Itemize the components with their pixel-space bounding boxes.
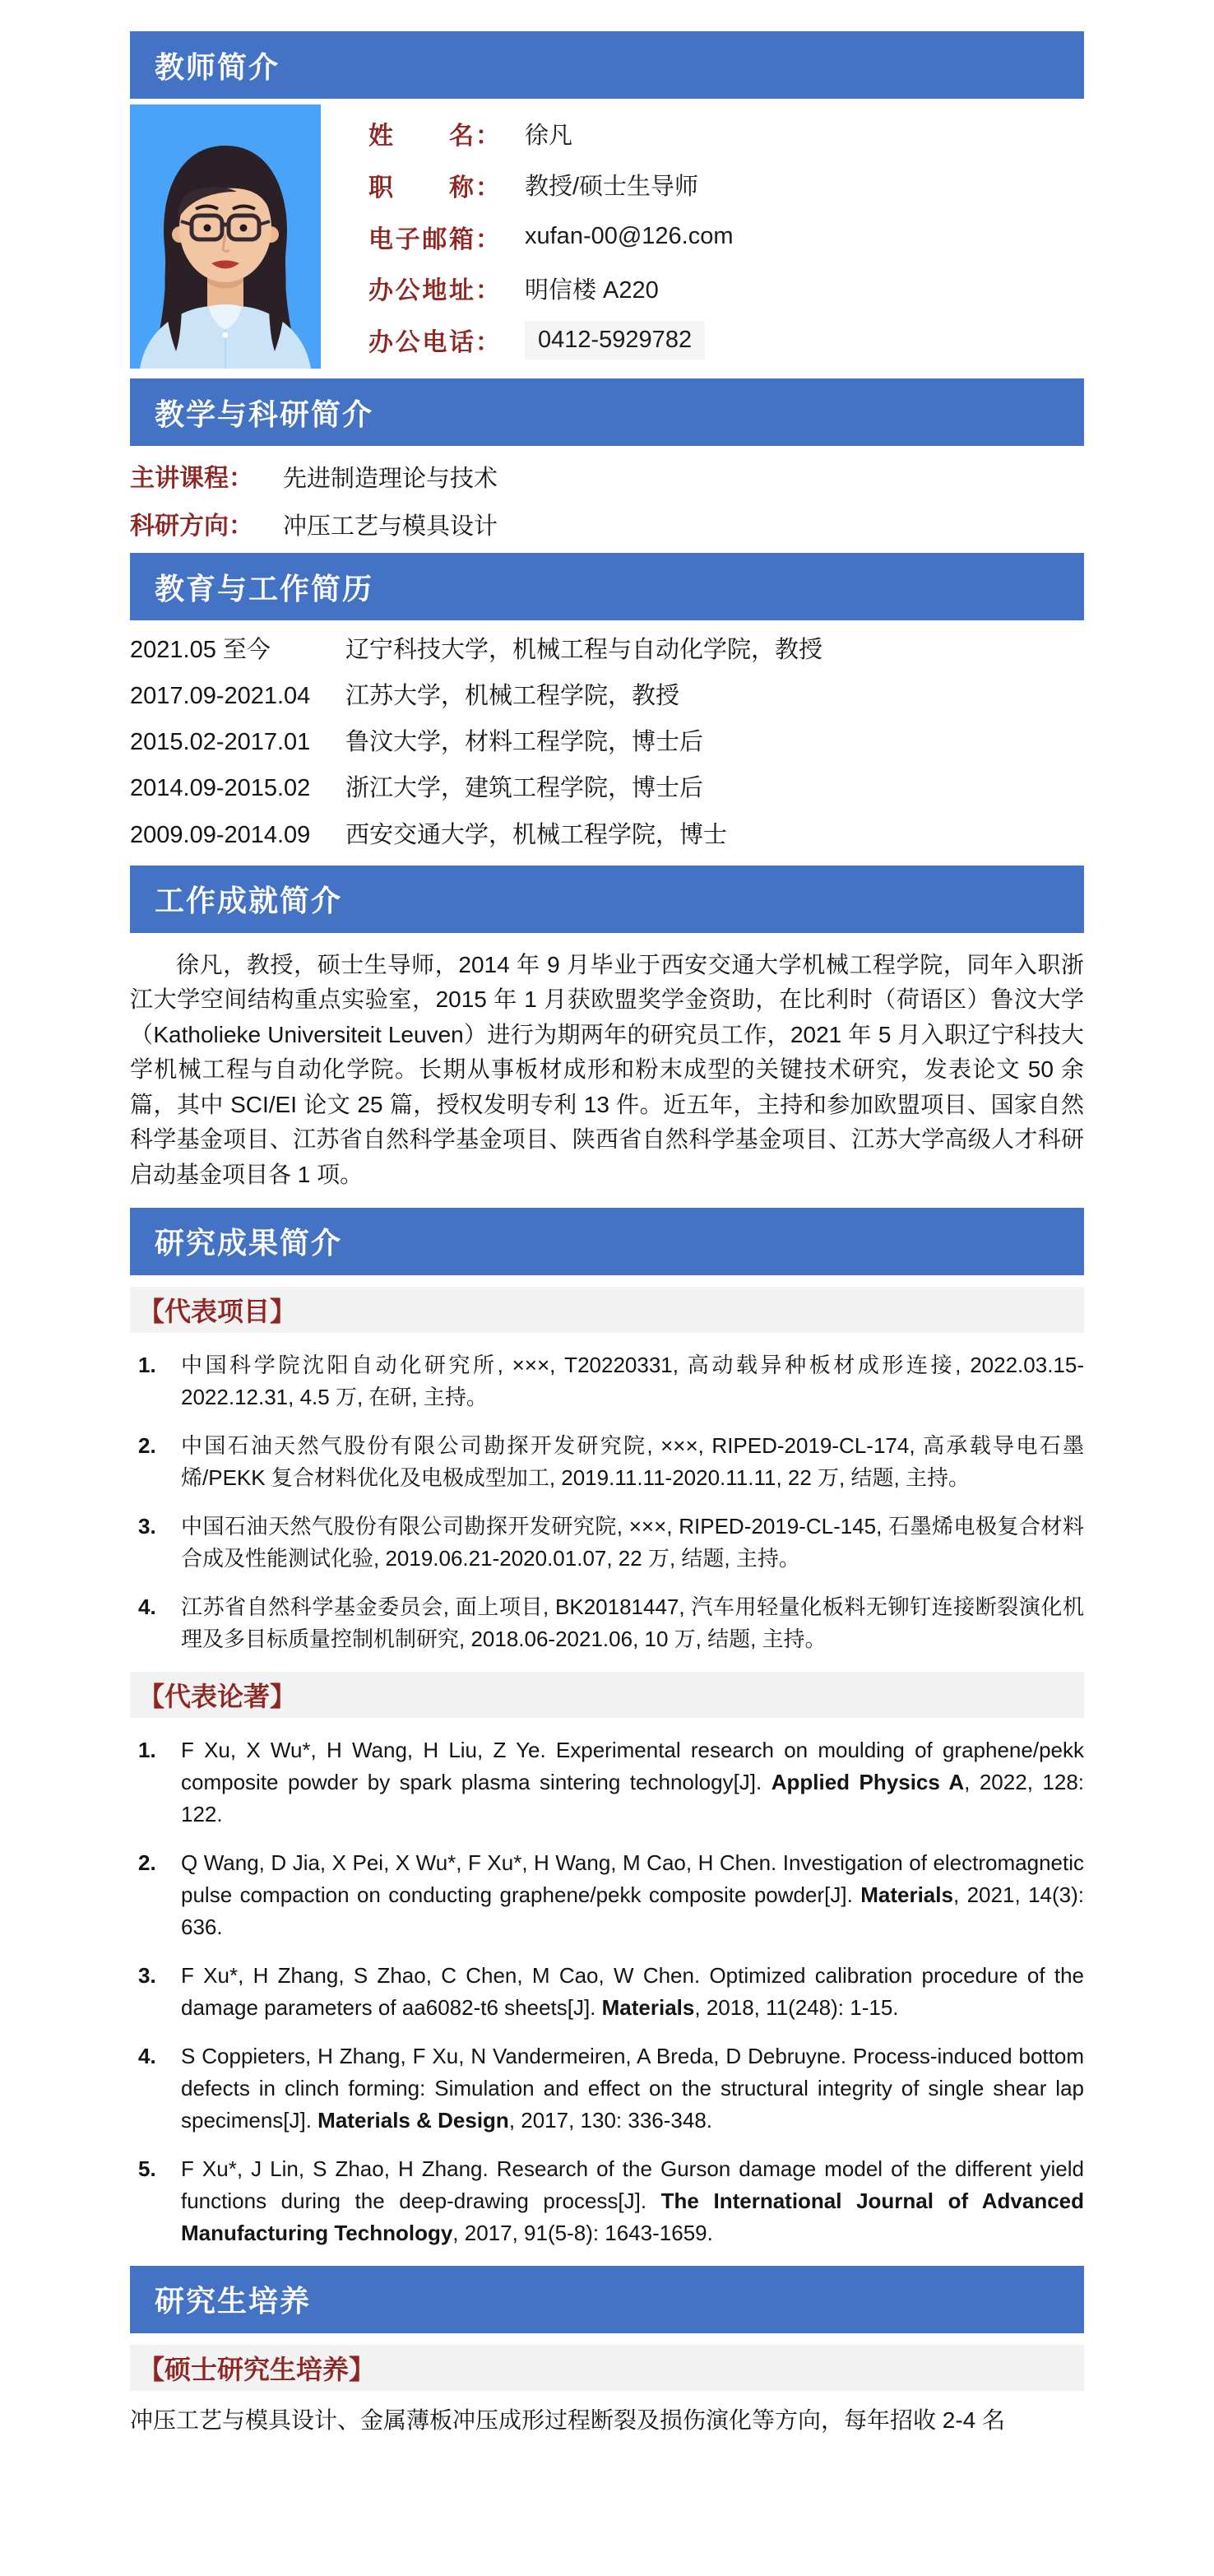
profile-field-phone bbox=[368, 316, 1084, 364]
timeline-detail: 鲁汶大学，材料工程学院，博士后 bbox=[345, 729, 704, 756]
project-text: 江苏省自然科学基金委员会, 面上项目, BK20181447, 汽车用轻量化板料无铆钉连接断裂演化机理及多目标质量控制机制研究, 2018.06-2021.06, 10 万, 结题, 主持。 bbox=[181, 1594, 1084, 1651]
profile-photo bbox=[130, 104, 321, 369]
publication-text: F Xu*, J Lin, S Zhao, H Zhang. Research of the Gurson damage model of the different yield functions during the deep-drawing process[J]. bbox=[181, 2156, 1084, 2213]
field-value-email: xufan-00@126.com bbox=[525, 223, 734, 249]
section-header-teaching-research: 教学与科研简介 bbox=[130, 378, 1084, 446]
research-direction-value: 冲压工艺与模具设计 bbox=[283, 513, 498, 540]
field-value-office: 明信楼 A220 bbox=[525, 276, 659, 304]
field-colon: ： bbox=[475, 329, 500, 356]
timeline-detail: 浙江大学，建筑工程学院，博士后 bbox=[345, 775, 704, 802]
timeline-row bbox=[130, 680, 1084, 712]
project-item bbox=[130, 1430, 1084, 1494]
profile-field-name bbox=[368, 109, 1084, 157]
publication-tail: , 2021, 14(3): 636. bbox=[181, 1882, 1085, 1939]
timeline-row bbox=[130, 726, 1084, 759]
publications-list bbox=[130, 1734, 1084, 2249]
timeline-period: 2021.05 至今 bbox=[130, 637, 271, 663]
field-value-phone: 0412-5929782 bbox=[525, 321, 705, 360]
research-direction-row bbox=[130, 505, 1084, 541]
publication-text: F Xu*, H Zhang, S Zhao, C Chen, M Cao, W Chen. Optimized calibration procedure of the damage parameters of aa6082-t6 sheets[J]. bbox=[181, 1962, 1084, 2020]
field-label-office: 办公地址 bbox=[368, 277, 474, 305]
project-number: 3. bbox=[138, 1513, 156, 1539]
subsection-header-master-training: 【硕士研究生培养】 bbox=[130, 2345, 1084, 2391]
project-text: 中国石油天然气股份有限公司勘探开发研究院, ×××, RIPED-2019-CL-145, 石墨烯电极复合材料合成及性能测试化验, 2019.06.21-2020.01.07, 22 万, 结题, 主持。 bbox=[181, 1513, 1084, 1571]
field-label-email: 电子邮箱 bbox=[368, 225, 474, 253]
portrait-illustration bbox=[130, 104, 321, 369]
timeline-detail: 西安交通大学，机械工程学院，博士 bbox=[345, 821, 728, 848]
profile-field-office bbox=[368, 264, 1084, 312]
timeline-period: 2014.09-2015.02 bbox=[130, 775, 311, 802]
publication-number: 5. bbox=[138, 2156, 156, 2181]
career-timeline bbox=[130, 634, 1084, 852]
publication-tail: , 2017, 91(5-8): 1643-1659. bbox=[452, 2220, 713, 2245]
course-label: 主讲课程： bbox=[130, 465, 253, 492]
field-colon: ： bbox=[475, 277, 500, 305]
projects-list bbox=[130, 1349, 1084, 1655]
section-header-education-work: 教育与工作简历 bbox=[130, 553, 1084, 620]
section-header-graduate-training: 研究生培养 bbox=[130, 2266, 1084, 2333]
publication-number: 3. bbox=[138, 1962, 156, 1988]
timeline-detail: 江苏大学，机械工程学院，教授 bbox=[345, 683, 680, 710]
publication-item bbox=[130, 2040, 1084, 2137]
project-number: 4. bbox=[138, 1594, 156, 1619]
publication-number: 2. bbox=[138, 1850, 156, 1875]
timeline-row bbox=[130, 634, 1084, 666]
profile-field-title bbox=[368, 161, 1084, 209]
publication-journal: The International Journal of Advanced Manufacturing Technology bbox=[181, 2188, 1084, 2245]
publication-journal: Materials bbox=[601, 1994, 695, 2020]
publication-tail: , 2018, 11(248): 1-15. bbox=[694, 1994, 899, 2020]
publication-tail: , 2022, 128: 122. bbox=[181, 1769, 1085, 1826]
publication-item bbox=[130, 1734, 1084, 1831]
field-label-title: 职称 bbox=[368, 174, 474, 202]
field-value-name: 徐凡 bbox=[525, 122, 573, 149]
project-number: 2. bbox=[138, 1432, 156, 1458]
course-row bbox=[130, 457, 1084, 494]
timeline-row bbox=[130, 773, 1084, 805]
publication-tail: , 2017, 130: 336-348. bbox=[508, 2107, 713, 2133]
project-item bbox=[130, 1349, 1084, 1413]
course-value: 先进制造理论与技术 bbox=[283, 466, 498, 492]
publication-text: S Coppieters, H Zhang, F Xu, N Vandermeiren, A Breda, D Debruyne. Process-induced bottom defects in clinch forming: Simulation and effect on the structural integrity of single shear lap specimens[J]. bbox=[181, 2043, 1084, 2133]
timeline-period: 2015.02-2017.01 bbox=[130, 729, 311, 756]
achievements-paragraph: 徐凡，教授，硕士生导师，2014 年 9 月毕业于西安交通大学机械工程学院，同年入职浙江大学空间结构重点实验室，2015 年 1 月获欧盟奖学金资助，在比利时（荷语区）鲁汶大学（Katholieke Universiteit Leuven）进行为期两年的研究员工作，2021 年 5 月入职辽宁科技大学机械工程与自动化学院。长期从事板材成形和粉末成型的关键技术研究，发表论文 50 余篇，其中 SCI/EI 论文 25 篇，授权发明专利 13 件。近五年，主持和参加欧盟项目、国家自然科学基金项目、江苏省自然科学基金项目、陕西省自然科学基金项目、江苏大学高级人才科研启动基金项目各 1 项。 bbox=[130, 951, 1084, 1187]
publication-number: 4. bbox=[138, 2043, 156, 2068]
project-text: 中国石油天然气股份有限公司勘探开发研究院, ×××, RIPED-2019-CL-174, 高承载导电石墨烯/PEKK 复合材料优化及电极成型加工, 2019.11.11-2020.11.11, 22 万, 结题, 主持。 bbox=[181, 1432, 1084, 1490]
field-colon: ： bbox=[475, 225, 500, 253]
field-value-title: 教授/硕士生导师 bbox=[525, 174, 699, 201]
profile-info bbox=[321, 104, 1084, 369]
field-colon: ： bbox=[475, 123, 500, 150]
master-training-text: 冲压工艺与模具设计、金属薄板冲压成形过程断裂及损伤演化等方向，每年招收 2-4 名 bbox=[130, 2407, 1006, 2433]
publication-number: 1. bbox=[138, 1737, 156, 1762]
publication-journal: Materials & Design bbox=[317, 2107, 509, 2133]
timeline-row bbox=[130, 819, 1084, 852]
section-header-research-results: 研究成果简介 bbox=[130, 1208, 1084, 1275]
publication-item bbox=[130, 1960, 1084, 2024]
section-header-achievements: 工作成就简介 bbox=[130, 866, 1084, 933]
field-label-name: 姓名 bbox=[368, 123, 474, 150]
publication-text: F Xu, X Wu*, H Wang, H Liu, Z Ye. Experimental research on moulding of graphene/pekk composite powder by spark plasma sintering technology[J]. bbox=[181, 1737, 1084, 1794]
project-number: 1. bbox=[138, 1352, 156, 1377]
profile-block bbox=[130, 104, 1084, 369]
publication-item bbox=[130, 2153, 1084, 2249]
subsection-header-publications: 【代表论著】 bbox=[130, 1672, 1084, 1718]
profile-field-email bbox=[368, 213, 1084, 261]
project-text: 中国科学院沈阳自动化研究所, ×××, T20220331, 高动载异种板材成形连接, 2022.03.15-2022.12.31, 4.5 万, 在研, 主持。 bbox=[181, 1352, 1084, 1409]
field-colon: ： bbox=[475, 174, 500, 202]
publication-item bbox=[130, 1847, 1084, 1943]
subsection-header-projects: 【代表项目】 bbox=[130, 1287, 1084, 1333]
timeline-detail: 辽宁科技大学，机械工程与自动化学院，教授 bbox=[345, 637, 823, 663]
publication-text: Q Wang, D Jia, X Pei, X Wu*, F Xu*, H Wang, M Cao, H Chen. Investigation of electromagnetic pulse compaction on conducting graphene/pekk composite powder[J]. bbox=[181, 1850, 1084, 1907]
timeline-period: 2017.09-2021.04 bbox=[130, 683, 311, 710]
research-direction-label: 科研方向： bbox=[130, 513, 253, 540]
publication-journal: Applied Physics A bbox=[771, 1769, 965, 1794]
project-item bbox=[130, 1511, 1084, 1575]
timeline-period: 2009.09-2014.09 bbox=[130, 821, 311, 848]
publication-journal: Materials bbox=[860, 1882, 953, 1907]
field-label-phone: 办公电话 bbox=[368, 329, 474, 356]
project-item bbox=[130, 1591, 1084, 1655]
section-header-teacher-intro: 教师简介 bbox=[130, 31, 1084, 99]
